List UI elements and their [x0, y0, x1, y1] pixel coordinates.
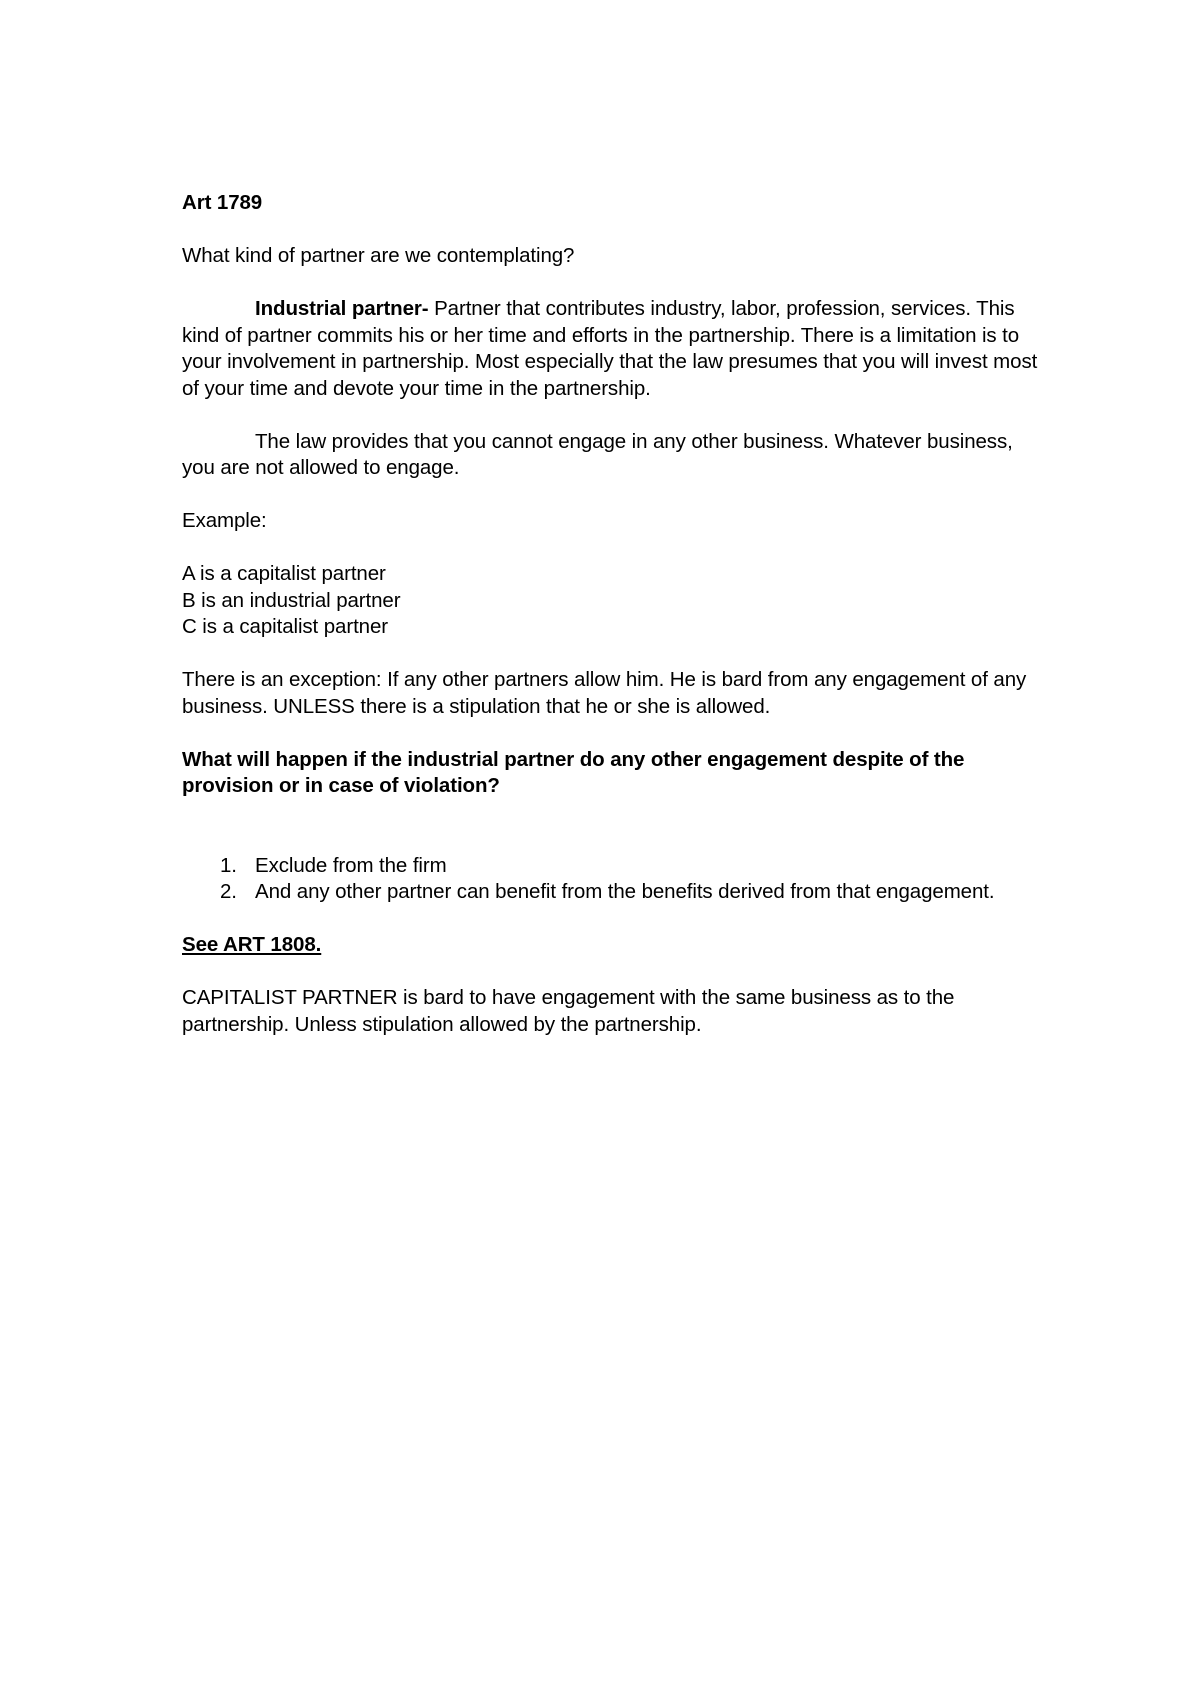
industrial-partner-definition: Partner that contributes industry, labor, profession, services. This kind of partner commits his or her time and efforts in the partnership. There is a limitation is to your involvement in partnership. Most especially that the law presumes that you will invest most of your time and devote your time in the partnership.	[182, 297, 1038, 400]
document-body	[182, 190, 1042, 1065]
question-text: What kind of partner are we contemplating?	[182, 244, 575, 267]
example-line: A is a capitalist partner	[182, 562, 386, 585]
list-item	[182, 853, 1042, 880]
example-list	[182, 561, 1042, 641]
example-label: Example:	[182, 509, 267, 532]
see-reference: See ART 1808.	[182, 933, 322, 956]
capitalist-paragraph: CAPITALIST PARTNER is bard to have engagement with the same business as to the partnership. Unless stipulation allowed by the partnership.	[182, 986, 955, 1036]
list-item-text: And any other partner can benefit from the benefits derived from that engagement.	[255, 880, 995, 903]
list-item-number: 1.	[220, 853, 237, 877]
example-line: C is a capitalist partner	[182, 615, 389, 638]
industrial-partner-term: Industrial partner-	[255, 297, 429, 320]
blank-line	[182, 826, 1042, 853]
exception-paragraph: There is an exception: If any other partners allow him. He is bard from any engagement of any business. UNLESS there is a stipulation that he or she is allowed.	[182, 668, 1027, 718]
list-item-number: 2.	[220, 880, 237, 903]
article-title: Art 1789	[182, 191, 263, 214]
example-line: B is an industrial partner	[182, 588, 401, 612]
industrial-partner-paragraph	[182, 296, 1042, 402]
consequences-list	[182, 853, 1042, 906]
law-paragraph: The law provides that you cannot engage in any other business. Whatever business, you are not allowed to engage.	[182, 429, 1013, 479]
violation-question: What will happen if the industrial partner do any other engagement despite of the provision or in case of violation?	[182, 747, 965, 797]
list-item	[182, 879, 1042, 906]
list-item-text: Exclude from the firm	[255, 853, 447, 877]
